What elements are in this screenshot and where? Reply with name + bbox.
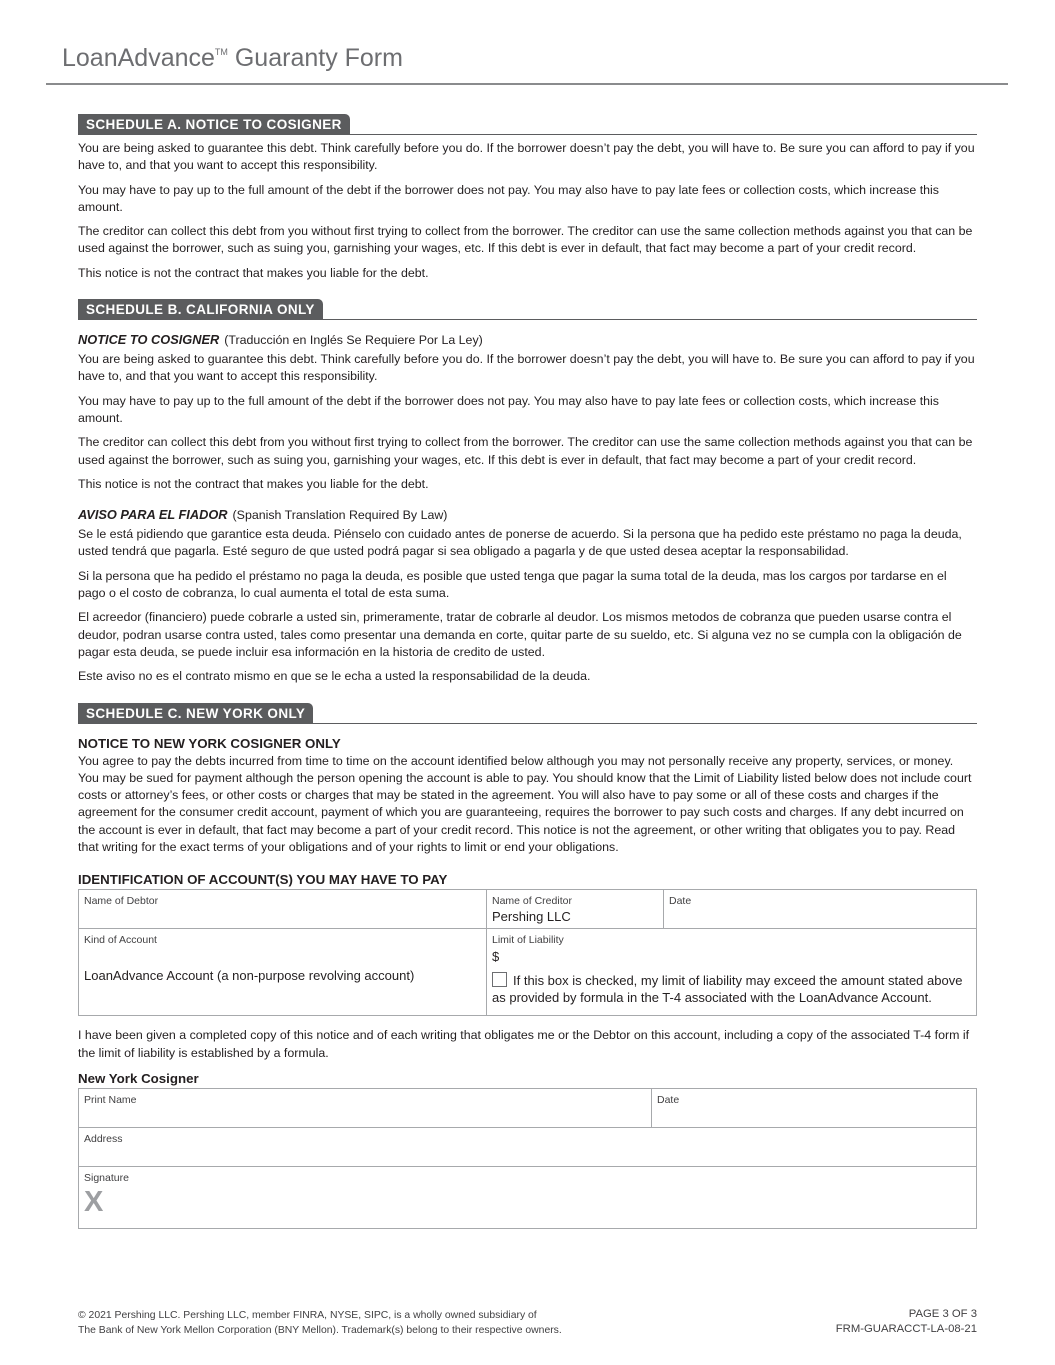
schedule-c-header	[78, 703, 977, 724]
print-name-field[interactable]: Print Name	[79, 1088, 652, 1127]
liability-checkbox[interactable]	[492, 972, 507, 987]
schedule-a-paragraph: You are being asked to guarantee this debt. Think carefully before you do. If the borrower doesn’t pay the debt, you will have to. Be sure you can afford to pay if you have to, and that you want to accept this responsibility.	[78, 141, 975, 173]
schedule-a-paragraph: This notice is not the contract that makes you liable for the debt.	[78, 265, 429, 280]
schedule-a-paragraph: The creditor can collect this debt from you without first trying to collect from the borrower. The creditor can use the same collection methods against you that can be used against the borrower, such as suing you, garnishing your wages, etc. If this debt is ever in default, that fact may become a part of your credit record.	[78, 224, 973, 256]
account-identification-table	[78, 889, 977, 1016]
schedule-c-title: SCHEDULE C. NEW YORK ONLY	[78, 703, 313, 724]
schedule-b-header	[78, 299, 977, 320]
liability-checkbox-row: If this box is checked, my limit of liability may exceed the amount stated above as provided by formula in the T-4 associated with the LoanAdvance Account.	[492, 973, 963, 1006]
kind-of-account-field[interactable]: Kind of Account LoanAdvance Account (a non-purpose revolving account)	[79, 929, 487, 1016]
accounts-heading: IDENTIFICATION OF ACCOUNT(S) YOU MAY HAVE TO PAY	[78, 872, 448, 888]
cosigner-date-field[interactable]: Date	[652, 1088, 977, 1127]
document-title: LoanAdvance™ Guaranty Form	[62, 44, 403, 72]
footer-page-info	[836, 1307, 977, 1337]
account-date-field[interactable]: Date	[664, 890, 977, 929]
cosigner-heading: New York Cosigner	[78, 1070, 199, 1086]
ny-notice-heading: NOTICE TO NEW YORK COSIGNER ONLY	[78, 735, 341, 751]
spanish-paragraph: Este aviso no es el contrato mismo en que se le echa a usted la responsabilidad de la deuda.	[78, 669, 591, 684]
cosigner-table	[78, 1088, 977, 1229]
acknowledgement-text: I have been given a completed copy of this notice and of each writing that obligates me or the Debtor on this account, including a copy of the associated T-4 form if the limit of liability is established by a formula.	[78, 1028, 970, 1060]
spanish-paragraph: Se le está pidiendo que garantice esta deuda. Piénselo con cuidado antes de ponerse de acuerdo. Si la persona que ha pedido este préstamo no paga la deuda, usted tendrá que pagarla. Esté seguro de que usted podrá pagar si sea obligado a pagarla y de que usted desea aceptar la responsabilidad.	[78, 527, 962, 559]
creditor-name-field[interactable]: Name of Creditor Pershing LLC	[487, 890, 664, 929]
page-number: PAGE 3 OF 3	[908, 1308, 977, 1320]
schedule-a-header	[78, 114, 977, 135]
footer-copyright: © 2021 Pershing LLC. Pershing LLC, member FINRA, NYSE, SIPC, is a wholly owned subsidiary of The Bank of New York Mellon Corporation (BNY Mellon). Trademark(s) belong to their respective owners.	[78, 1310, 562, 1336]
address-field[interactable]: Address	[79, 1127, 977, 1166]
schedule-a-paragraph: You may have to pay up to the full amount of the debt if the borrower does not pay. You may also have to pay late fees or collection costs, which increase this amount.	[78, 182, 939, 214]
form-content	[78, 114, 977, 1229]
english-paragraph: The creditor can collect this debt from you without first trying to collect from the borrower. The creditor can use the same collection methods against you that can be used against the borrower, such as suing you, garnishing your wages, etc. If this debt is ever in default, that fact may become a part of your credit record.	[78, 435, 973, 467]
english-paragraph: You may have to pay up to the full amount of the debt if the borrower does not pay. You may also have to pay late fees or collection costs, which increase this amount.	[78, 393, 939, 425]
signature-x-mark: X	[84, 1185, 104, 1218]
ny-notice-text: You agree to pay the debts incurred from time to time on the account identified below although you may not personally receive any property, services, or money. You may be sued for payment although the person opening the account is able to pay. You should know that the Limit of Liability listed below does not include court costs or attorney’s fees, or other costs or charges that may be stated in the agreement. You will also have to pay some or all of these costs and charges if the agreement for the consumer credit account, payment of which you are guaranteeing, requires the borrower to pay such costs and charges. If any debt incurred on the account is ever in default, that fact may become a part of your credit record. This notice is not the agreement, or other writing that obligates you to pay. Read that writing for the exact terms of your obligations and of your rights to limit or end your obligations.	[78, 753, 972, 855]
form-code: FRM-GUARACCT-LA-08-21	[835, 1323, 977, 1335]
schedule-b-title: SCHEDULE B. CALIFORNIA ONLY	[78, 299, 323, 320]
debtor-name-field[interactable]: Name of Debtor	[79, 890, 487, 929]
signature-field[interactable]: Signature X	[79, 1166, 977, 1228]
spanish-paragraph: Si la persona que ha pedido el préstamo no paga la deuda, es posible que usted tenga que pagar la suma total de la deuda, mas los cargos por tardarse en el pago o el costo de cobranza, lo cual aumenta el total de esta suma.	[78, 568, 947, 601]
spanish-notice-heading: AVISO PARA EL FIADOR (Spanish Translation Required By Law)	[78, 507, 448, 523]
header-divider	[46, 83, 1008, 85]
limit-of-liability-field[interactable]: Limit of Liability $ If this box is checked, my limit of liability may exceed the amount stated above as provided by formula in the T-4 associated with the LoanAdvance Account.	[487, 929, 977, 1016]
english-paragraph: You are being asked to guarantee this debt. Think carefully before you do. If the borrower doesn’t pay the debt, you will have to. Be sure you can afford to pay if you have to, and that you want to accept this responsibility.	[78, 352, 975, 384]
spanish-paragraph: El acreedor (financiero) puede cobrarle a usted sin, primeramente, tratar de cobrarle al deudor. Los mismos metodos de cobranza que pueden usarse contra el deudor, podran usarse contra usted, tales como presentar una demanda en corte, quitar parte de su sueldo, etc. Si alguna vez no se cumpla con la obligación de pagar esta deuda, se puede incluir esa información en la historia de credito de usted.	[78, 610, 962, 659]
english-notice-heading: NOTICE TO COSIGNER (Traducción en Inglés Se Requiere Por La Ley)	[78, 332, 483, 348]
english-paragraph: This notice is not the contract that makes you liable for the debt.	[78, 476, 429, 491]
currency-symbol: $	[492, 949, 500, 965]
schedule-a-title: SCHEDULE A. NOTICE TO COSIGNER	[78, 114, 350, 135]
